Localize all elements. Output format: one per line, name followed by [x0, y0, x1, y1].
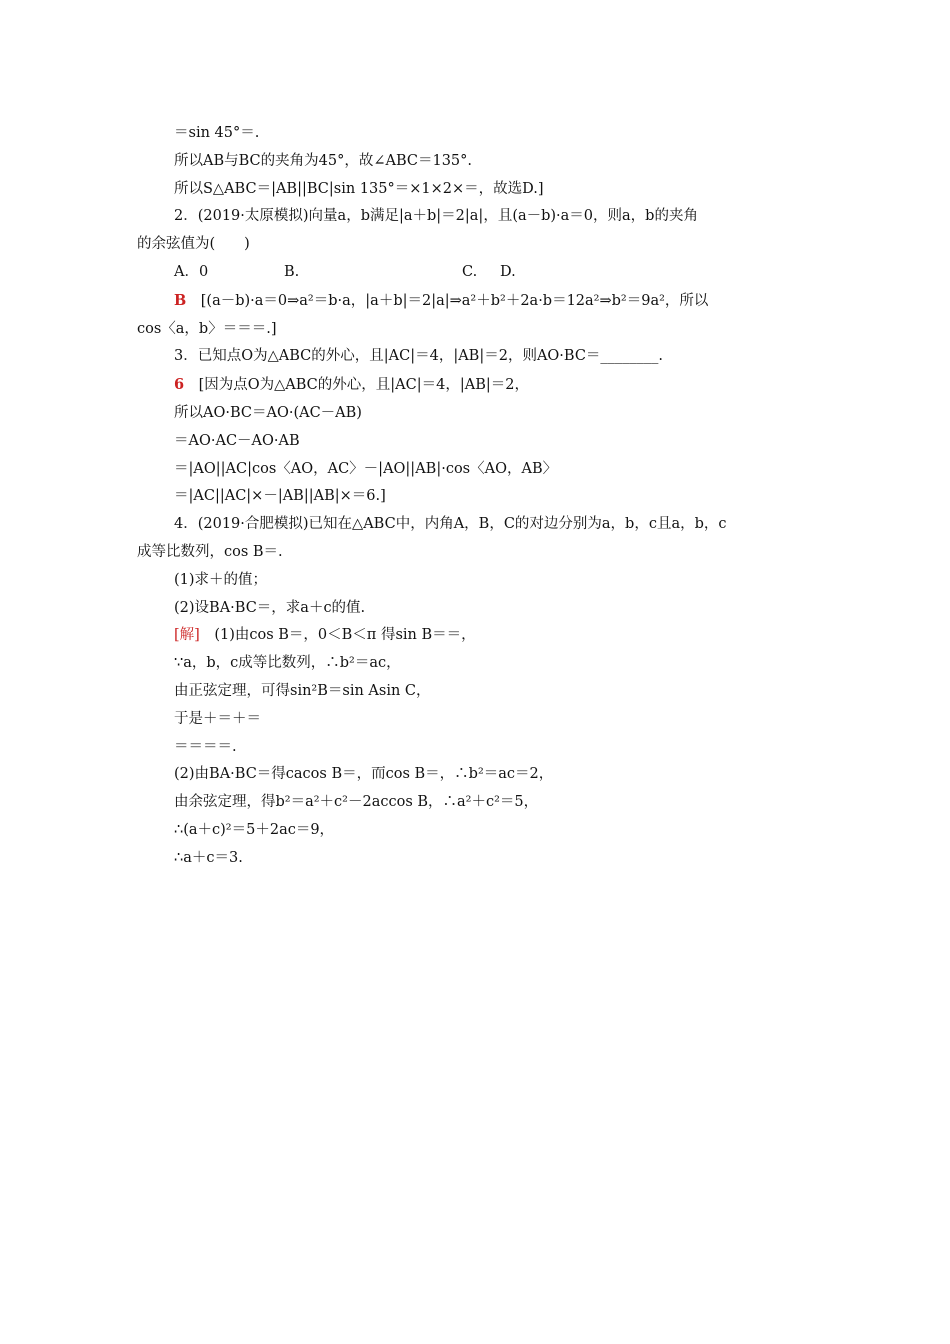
option-a: A．0 — [174, 263, 209, 280]
text-line: 由正弦定理，可得sin²B＝sin Asin C， — [174, 682, 431, 699]
text-line: (2)由BA·BC＝得cacos B＝，而cos B＝，∴b²＝ac＝2， — [174, 766, 554, 783]
solution-text — [137, 120, 817, 873]
text-line: ＝＝＝＝. — [174, 738, 237, 755]
text-line: 所以S△ABC＝|AB||BC|sin 135°＝×1×2×＝，故选D.] — [174, 180, 544, 197]
option-c: C. — [462, 263, 478, 280]
answer-line — [137, 287, 817, 316]
text-line: ＝|AC||AC|×－|AB||AB|×＝6.] — [174, 488, 386, 505]
text-line: cos〈a，b〉＝＝＝.] — [137, 320, 277, 337]
text-line: ＝sin 45°＝. — [174, 125, 260, 141]
solution-line — [137, 622, 817, 650]
text-line: 于是＋＝＋＝ — [174, 710, 261, 727]
text-line: (1)求＋的值； — [174, 571, 268, 588]
option-d: D. — [500, 263, 516, 280]
text-line: ＝|AO||AC|cos〈AO，AC〉－|AO||AB|·cos〈AO，AB〉 — [174, 460, 558, 477]
text-line: 所以AO·BC＝AO·(AC－AB) — [174, 404, 362, 421]
answer-label: 6 — [174, 376, 185, 394]
answer-label: B — [174, 291, 187, 309]
option-b: B. — [284, 263, 300, 280]
answer-options — [137, 259, 817, 287]
text-line: ＝AO·AC－AO·AB — [174, 432, 300, 449]
text-line: 所以AB与BC的夹角为45°，故∠ABC＝135°. — [174, 152, 473, 169]
text-line: ∴(a＋c)²＝5＋2ac＝9， — [174, 821, 335, 838]
question-3-line: 3．已知点O为△ABC的外心，且|AC|＝4，|AB|＝2，则AO·BC＝________. — [174, 348, 664, 365]
question-2-line: 2．(2019·太原模拟)向量a，b满足|a＋b|＝2|a|，且(a－b)·a＝0，则a，b的夹角 — [174, 208, 698, 225]
answer-text: [因为点O为△ABC的外心，且|AC|＝4，|AB|＝2， — [198, 377, 529, 394]
answer-line — [137, 371, 817, 400]
text-line: 由余弦定理，得b²＝a²＋c²－2accos B，∴a²＋c²＝5， — [174, 794, 539, 811]
solution-text: (1)由cos B＝，0＜B＜π 得sin B＝＝， — [214, 627, 476, 644]
question-4-line: 4．(2019·合肥模拟)已知在△ABC中，内角A，B，C的对边分别为a，b，c且a，b，c — [174, 516, 727, 533]
text-line: ∴a＋c＝3. — [174, 849, 243, 866]
question-4-line: 成等比数列，cos B＝. — [137, 543, 283, 560]
text-line: ∵a，b，c成等比数列，∴b²＝ac， — [174, 655, 401, 672]
solution-label: [解] — [174, 627, 200, 644]
question-2-line: 的余弦值为( ) — [137, 236, 250, 253]
answer-text: [(a－b)·a＝0⇒a²＝b·a，|a＋b|＝2|a|⇒a²＋b²＋2a·b＝12a²⇒b²＝9a²，所以 — [200, 292, 709, 309]
text-line: (2)设BA·BC＝，求a＋c的值. — [174, 599, 366, 616]
